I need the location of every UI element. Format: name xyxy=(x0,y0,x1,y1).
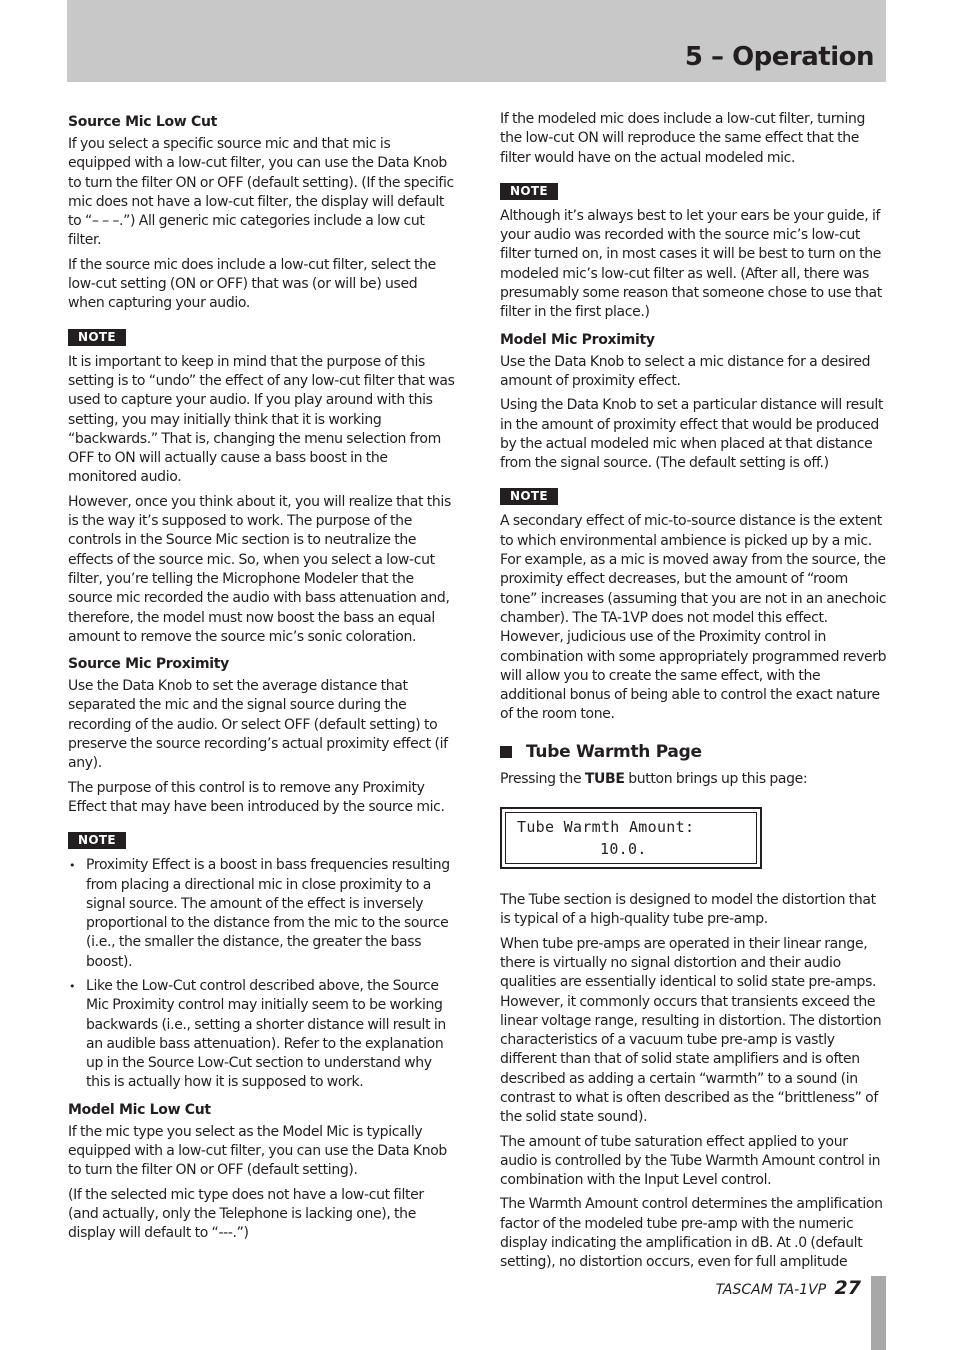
footer xyxy=(716,1277,861,1299)
paragraph: When tube pre-amps are operated in their linear range, there is virtually no signal distortion and their audio qualities are essentially identical to solid state pre-amps. However, it commonly occurs that transients exceed the linear voltage range, resulting in distortion. The distortion characteristics of a vacuum tube pre-amp is vastly different than that of solid state amplifiers and is often described as adding a certain “warmth” to a sound (in contrast to what is often described as the “brittleness” of the solid state sound). xyxy=(500,935,882,1126)
right-column xyxy=(500,110,888,1278)
header-band xyxy=(67,0,886,82)
page-number: 27 xyxy=(834,1277,861,1299)
note-label: NOTE xyxy=(68,329,126,346)
note-paragraph: Although it’s always best to let your ears be your guide, if your audio was recorded with the source mic’s low-cut filter turned on, in most cases it will be best to turn on the modeled mic’s low-cut filter as well. (After all, there was presumably some reason that someone chose to use that filter in the first place.) xyxy=(500,207,882,321)
heading-source-mic-low-cut: Source Mic Low Cut xyxy=(68,114,218,130)
heading-model-mic-proximity: Model Mic Proximity xyxy=(500,331,655,348)
heading-source-mic-proximity: Source Mic Proximity xyxy=(68,656,229,673)
paragraph: If you select a specific source mic and that mic is equipped with a low-cut filter, you can use the Data Knob to turn the filter ON or OFF (default setting). (If the specific mic does not have a low-cut filter, the display will default to “– – –.”) All generic mic categories include a low cut filter. xyxy=(68,136,454,249)
lcd-display xyxy=(500,807,762,869)
left-column xyxy=(68,110,456,1249)
note-label: NOTE xyxy=(500,488,558,505)
list-item xyxy=(68,856,456,972)
square-bullet-icon xyxy=(500,746,512,758)
note-paragraph: It is important to keep in mind that the purpose of this setting is to “undo” the effect of any low-cut filter that was used to capture your audio. If you play around with this setting, you may initially think that it is working “backwards.” That is, changing the menu selection from OFF to ON will actually cause a bass boost in the monitored audio. xyxy=(68,353,455,486)
section-heading-text: Tube Warmth Page xyxy=(526,741,702,762)
note-paragraph: A secondary effect of mic-to-source distance is the extent to which environmental ambience is picked up by a mic. For example, as a mic is moved away from the source, the proximity effect decreases, but the amount of “room tone” increases (assuming that you are not in an anechoic chamber). The TA-1VP does not model this effect. However, judicious use of the Proximity control in combination with some appropriately programmed reverb will allow you to create the same effect, with the additional bonus of being able to control the exact nature of the room tone. xyxy=(500,513,887,723)
heading-model-mic-low-cut: Model Mic Low Cut xyxy=(68,1101,211,1118)
paragraph: The Warmth Amount control determines the amplification factor of the modeled tube pre-amp with the numeric display indicating the amplification in dB. At .0 (default setting), no distortion occurs, even for full amplitude xyxy=(500,1196,883,1271)
list-item xyxy=(68,977,456,1093)
footer-product: TASCAM TA-1VP xyxy=(715,1282,827,1298)
section-heading-tube-warmth xyxy=(500,741,888,763)
paragraph-tube-intro xyxy=(500,770,888,789)
note-paragraph: However, once you think about it, you will realize that this is the way it’s supposed to work. The purpose of the controls in the Source Mic section is to neutralize the effects of the source mic. So, when you select a low-cut filter, you’re telling the Microphone Modeler that the source mic recorded the audio with bass attenuation and, therefore, the model must now boost the bass an equal amount to remove the source mic’s sonic coloration. xyxy=(68,493,451,645)
note-bullet-list xyxy=(68,856,456,1093)
lcd-line-1: Tube Warmth Amount: xyxy=(517,818,695,837)
bullet-icon: • xyxy=(69,859,76,873)
list-item-text: Like the Low-Cut control described above, the Source Mic Proximity control may initially seem to be working backwards (i.e., setting a shorter distance will result in an audible bass attenuation). Refer to the explanation up in the Source Low-Cut section to understand why this is actually how it is supposed to work. xyxy=(86,977,446,1091)
paragraph: If the mic type you select as the Model Mic is typically equipped with a low-cut filter, you can use the Data Knob to turn the filter ON or OFF (default setting). xyxy=(68,1123,447,1179)
note-label: NOTE xyxy=(68,832,126,849)
page-title: 5 – Operation xyxy=(684,42,874,72)
tube-key-label: TUBE xyxy=(584,770,625,787)
intro-text: Pressing the xyxy=(500,770,585,787)
paragraph: The amount of tube saturation effect applied to your audio is controlled by the Tube Warmth Amount control in combination with the Input Level control. xyxy=(500,1133,881,1189)
paragraph: The purpose of this control is to remove any Proximity Effect that may have been introduced by the source mic. xyxy=(68,779,445,815)
lcd-line-2: 10.0. xyxy=(600,840,647,859)
paragraph: If the source mic does include a low-cut filter, select the low-cut setting (ON or OFF) that was (or will be) used when capturing your audio. xyxy=(68,256,436,312)
note-label: NOTE xyxy=(500,183,558,200)
paragraph: Using the Data Knob to set a particular distance will result in the amount of proximity effect that would be produced by the actual modeled mic when placed at that distance from the signal source. (The default setting is off.) xyxy=(500,397,884,472)
paragraph: Use the Data Knob to set the average distance that separated the mic and the signal source during the recording of the audio. Or select OFF (default setting) to preserve the source recording’s actual proximity effect (if any). xyxy=(68,678,448,772)
intro-text: button brings up this page: xyxy=(624,770,808,787)
footer-bar xyxy=(871,1276,886,1350)
paragraph: Use the Data Knob to select a mic distance for a desired amount of proximity effect. xyxy=(500,353,871,389)
list-item-text: Proximity Effect is a boost in bass frequencies resulting from placing a directional mic in close proximity to a signal source. The amount of the effect is inversely proportional to the distance from the mic to the source (i.e., the smaller the distance, the greater the bass boost). xyxy=(86,857,450,970)
paragraph: (If the selected mic type does not have a low-cut filter (and actually, only the Telephone is lacking one), the display will default to “---.”) xyxy=(68,1186,424,1242)
paragraph: The Tube section is designed to model the distortion that is typical of a high-quality tube pre-amp. xyxy=(500,892,876,928)
paragraph: If the modeled mic does include a low-cut filter, turning the low-cut ON will reproduce the same effect that the filter would have on the actual modeled mic. xyxy=(500,111,866,166)
bullet-icon: • xyxy=(69,979,76,993)
